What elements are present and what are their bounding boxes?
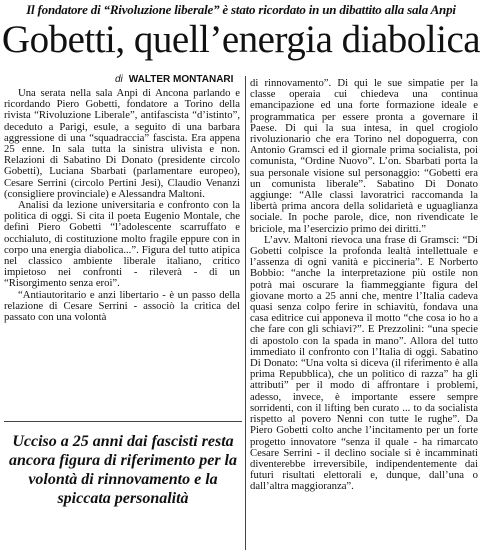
left-paragraph-1: Una serata nella sala Anpi di Ancona parlando e ricordando Piero Gobetti, fondatore a Torino della rivista “Rivoluzione Liberale”, antifascista “d’istinto”, deceduto a Parigi, esule, a seguito di una barbara aggressione di una “squadraccia” fascista. Era appena 25 enne. In sala tutta la sinistra ulivista e non. Relazioni di Sabatino Di Donato (presidente circolo Gobetti), Luciana Sbarbati (parlamentare europeo), Cesare Serrini (circolo Pertini Jesi), Claudio Venanzi (consigliere provinciale) e Alessandra Maltoni. (4, 87, 240, 200)
column-divider (245, 76, 246, 550)
right-column (250, 78, 478, 493)
article-byline (115, 74, 233, 85)
right-paragraph-2: L’avv. Maltoni rievoca una frase di Gramsci: “Di Gobetti colpisce la profonda lealtà intellettuale e l’assenza di ogni vanità e piccineria”. E Norberto Bobbio: “anche la interpretazione più ostile non potrà mai oscurare la fiammeggiante figura del giovane morto a 25 anni che, mentre l’Italia cadeva quasi senza colpo ferire in schiavitù, fondava una casa editrice cui apponeva il motto “che cosa io ho a che fare con gli schiavi?”. E Prezzolini: “una specie di apostolo con la spada in mano”. Allora del tutto immediato il confronto con l’Italia di oggi. Sabatino Di Donato: “Una volta si diceva (il riferimento è alla prima Repubblica), che un politico di razza” ha gli attributi” per il modo di affrontare i problemi, adesso, invece, è importante essere sempre sorridenti, con il lifting ben curato ... to da socialista rispetto al povero Nenni con tutte le rughe”. Da Piero Gobetti colto anche l’incitamento per un forte progetto innovatore “senza il quale - ha rimarcato Cesare Serrini - il declino sociale si è incamminati diventerebbe irreversibile, indipendentemente dai futuri risultati elettorali e, dunque, dall’una o dall’altra maggioranza”. (250, 233, 478, 493)
byline-prefix: di (115, 74, 123, 85)
left-paragraph-3: “Antiautoritario e anzi libertario - è un passo della relazione di Cesare Serrini - associò la critica del passato con una volontà (4, 288, 240, 324)
left-paragraph-2: Analisi da lezione universitaria e confronto con la politica di oggi. Si cita il poeta Eugenio Montale, che definì Piero Gobetti “l’adolescente scarruffato e occhialuto, di costituzione molto fragile eppure con in corpo una energia diabolica...”. Figura del tutto atipica nel classico ambiente liberale italiano, critico impietoso nei confronti - rileverà - di un “Risorgimento senza eroi”. (4, 199, 240, 290)
article-kicker: Il fondatore di “Rivoluzione liberale” è stato ricordato in un dibattito alla sala Anpi (26, 2, 456, 17)
pull-quote-rule (4, 421, 242, 422)
left-column (4, 88, 240, 323)
byline-author: WALTER MONTANARI (128, 74, 234, 85)
right-paragraph-1: di rinnovamento”. Di qui le sue simpatie per la classe operaia cui chiedeva una continua emancipazione ed una forte formazione ideale e programmatica per essere pronta a governare il Paese. Di qui la sua intesa, in quel crogiolo rivoluzionario che era Torino nel dopoguerra, con Antonio Gramsci ed il giornale prima socialista, poi comunista, “Ordine Nuovo”. L’on. Sbarbati porta la sua personale visione sul personaggio: “Gobetti era un comunista liberale”. Sabatino Di Donato aggiunge: “Alle classi lavoratrici raccomanda la libertà prima ancora della solidarietà e uguaglianza sociale. In poche parole, dice, non rivendicate le briciole, ma l’esercizio primo dei diritti.” (250, 77, 478, 235)
article-headline: Gobetti, quell’energia diabolica (1, 18, 481, 61)
pull-quote: Ucciso a 25 anni dai fascisti resta ancora figura di riferimento per la volontà di rinnovamento e la spiccata personalità (8, 433, 237, 507)
